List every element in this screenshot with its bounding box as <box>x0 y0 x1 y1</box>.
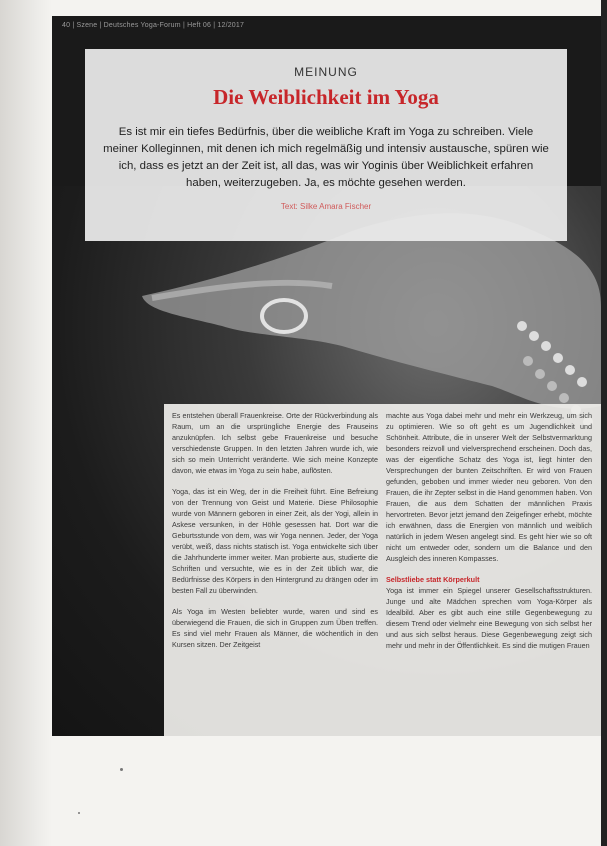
section-subhead: Selbstliebe statt Körperkult <box>386 575 480 584</box>
scan-edge <box>601 0 607 846</box>
lead-paragraph: Es ist mir ein tiefes Bedürfnis, über die weibliche Kraft im Yoga zu schreiben. Viele meiner Kolleginnen, mit denen ich mich regelmäßig und intensiv austausche, spüren wie ich, dass es jetzt an der Zeit ist, all das, was wir Yoginis über Weiblichkeit erfahren haben, weiterzugeben. Ja, es möchte gesehen werden. <box>103 126 549 189</box>
body-text-box <box>164 404 601 736</box>
scan-margin <box>0 0 52 846</box>
paragraph: Als Yoga im Westen beliebter wurde, waren und sind es überwiegend die Frauen, die sich in Gruppen zum Üben treffen. Es sind viel mehr Frauen als Männer, die wöchentlich in den Kursen sitzen. Der Zeitgeist <box>172 607 378 649</box>
intro-box <box>85 49 567 241</box>
scan-speck <box>120 768 123 771</box>
paragraph: Es entstehen überall Frauenkreise. Orte der Rückverbindung als Raum, um an die ursprüngliche Energie des Frauseins anzuknüpfen. Ich selbst gebe Frauenkreise und besuche verschiedenste Gruppen. In den letzten Jahren wurde ich, wie sich so mein Unterricht veränderte. Wie sich meine Konzepte davon, wie etwas im Yoga zu sein habe, auflösten. <box>172 411 378 475</box>
byline: Text: Silke Amara Fischer <box>280 202 372 211</box>
right-column <box>386 410 592 661</box>
scan-speck <box>78 812 80 814</box>
left-column <box>172 410 378 660</box>
paragraph: machte aus Yoga dabei mehr und mehr ein Werkzeug, um sich zu optimieren. Wie so oft geht es um Jugendlichkeit und Schönheit. Attribute, die in unserer Welt der Selbstvermarktung besonders reizvoll und vielversprechend erscheinen. Doch das, was der eigentliche Schatz des Yoga ist, liegt hinter den Versprechungen der bunten Zeitschriften. Er wird von Frauen gefunden, geboben und immer wieder neu geboren. Von den Frauen, die ihr Zepter selbst in die Hand genommen haben. Von Frauen, die aus dem Schatten der männlichen Praxis hervortreten. Bevor jetzt jemand den Zeigefinger erhebt, möchte ich erwähnen, dass die Energien von männlich und weiblich natürlich in jedem Wesen angelegt sind. Es geht hier wie so oft nicht um entweder oder, sondern um die Balance und den Ausgleich des inneren Kompasses. <box>386 411 592 563</box>
paragraph: Yoga, das ist ein Weg, der in die Freiheit führt. Eine Befreiung von der Trennung von Geist und Materie. Diese Philosophie wurde von Männern geboren in einer Zeit, als der Yogi, allein in Askese versunken, in der Höhle gesessen hat. Dort war die Geburtsstunde von dem, was wir Yoga nennen. Jeder, der Yoga verübt, weiß, dass nichts statisch ist. Yoga entwickelte sich über die Jahrhunderte immer weiter. Man probierte aus, studierte die Schriften und versuchte, wie es in der Zeit üblich war, die Bedürfnisse des Körpers in den Hintergrund zu drängen oder im besten Fall zu überwinden. <box>172 487 378 595</box>
kicker-label: MEINUNG <box>294 65 358 79</box>
article-title: Die Weiblichkeit im Yoga <box>213 85 439 109</box>
running-head: 40 | Szene | Deutsches Yoga-Forum | Heft 06 | 12/2017 <box>62 22 245 29</box>
paragraph: Yoga ist immer ein Spiegel unserer Gesellschaftsstrukturen. Junge und alte Mädchen sprechen vom Yoga-Körper als Idealbild. Aber es gibt auch eine stille Gegenbewegung zu diesem Trend oder vielmehr eine Bewegung von sich selbst her und aus sich selbst heraus. Diese Gegenbewegung zeigt sich mehr und mehr in der Öffentlichkeit. Es sind die mutigen Frauen <box>386 586 592 650</box>
